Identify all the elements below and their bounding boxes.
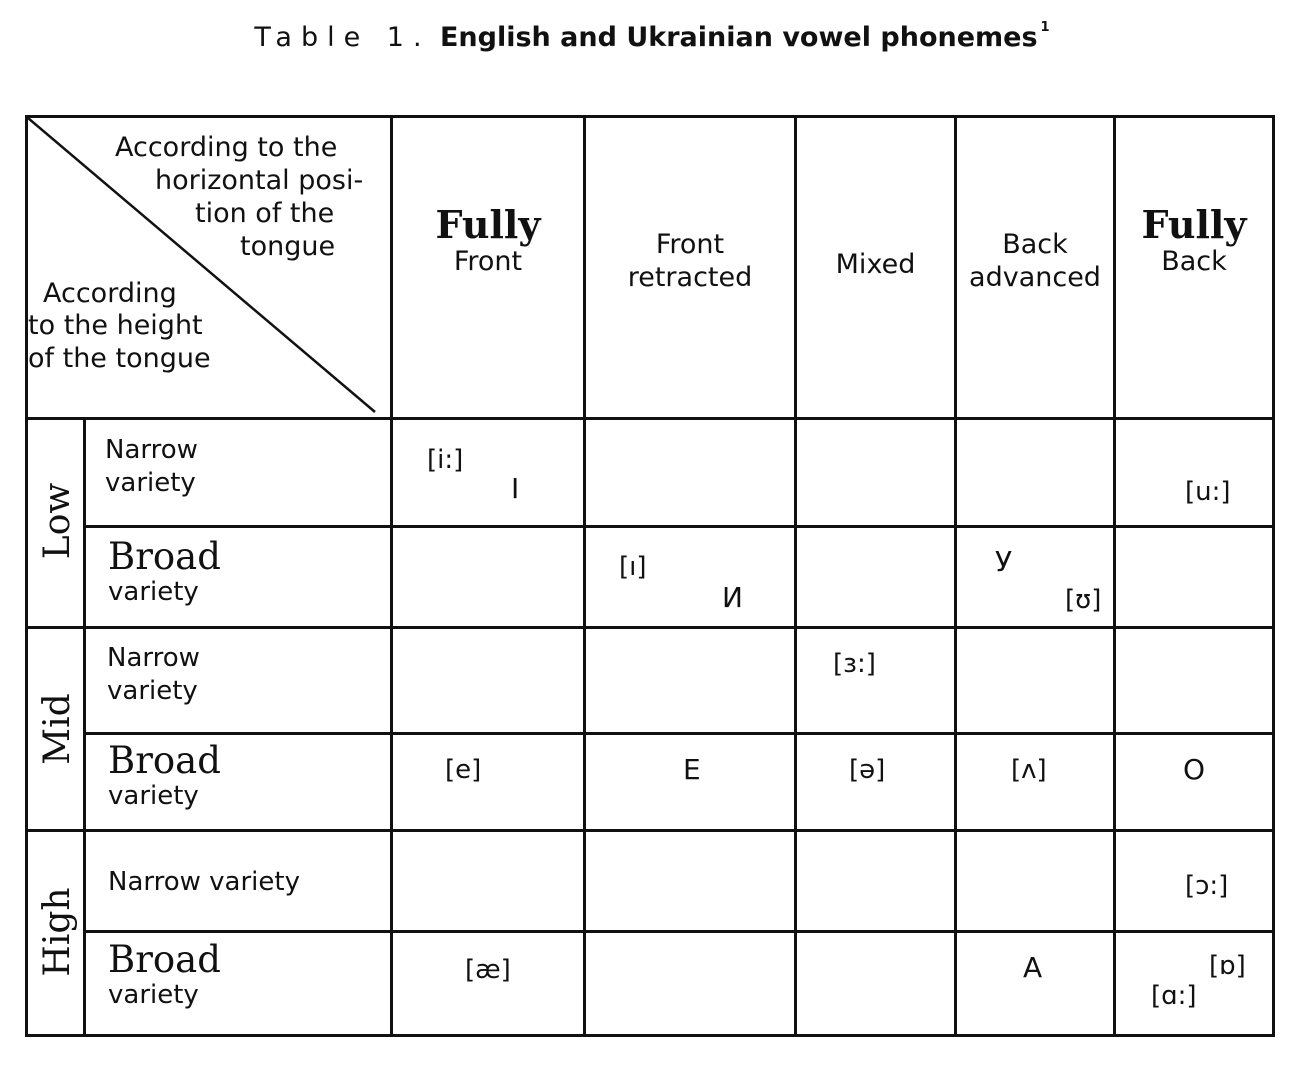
row-label-variety-word: variety <box>108 781 199 811</box>
row-label-mid-broad <box>108 739 221 812</box>
phoneme-uk: І <box>511 472 520 505</box>
phoneme-uk: О <box>1183 753 1206 786</box>
group-row-divider <box>25 626 1275 629</box>
row-divider <box>83 525 1275 528</box>
row-label-broad-word: Broad <box>108 739 221 782</box>
col-header-mixed-label: Mixed <box>835 249 916 280</box>
row-label-broad-word: Broad <box>108 535 221 578</box>
col-header-fully-front-big: Fully <box>435 202 541 247</box>
group-row-divider <box>25 829 1275 832</box>
phoneme-en: [æ] <box>465 955 511 985</box>
col-header-fully-front-small: Front <box>453 246 523 277</box>
col-header-fully-back-small: Back <box>1161 246 1227 277</box>
row-label-mid-narrow <box>107 641 200 707</box>
col-header-front-retracted-line1: Front <box>655 229 725 260</box>
phoneme-en: [ɒ] <box>1209 951 1246 981</box>
corner-horizontal-line-2: horizontal posi- <box>155 165 364 196</box>
phoneme-en: [ə] <box>849 755 886 785</box>
group-label-high: High <box>37 887 78 977</box>
group-label-low: Low <box>37 482 78 560</box>
row-label-high-narrow: Narrow variety <box>108 867 300 897</box>
phoneme-uk: И <box>722 581 743 614</box>
table-border-right <box>1272 115 1275 1037</box>
col-header-back-advanced-line2: advanced <box>969 262 1101 293</box>
corner-height-line-2: to the height <box>28 310 203 341</box>
group-label-mid: Mid <box>37 693 78 765</box>
row-label-variety-word: variety <box>108 980 199 1010</box>
col-header-front-retracted <box>586 228 794 294</box>
col-header-mixed <box>797 248 954 281</box>
col-header-fully-back-big: Fully <box>1141 202 1247 247</box>
phoneme-en: [u:] <box>1185 477 1231 507</box>
table-number: Table 1. <box>254 22 431 53</box>
col-header-fully-front <box>393 202 583 278</box>
row-label-broad-word: Broad <box>108 938 221 981</box>
phoneme-en: [e] <box>445 755 482 785</box>
phoneme-uk: Е <box>683 753 701 786</box>
table-border-bottom <box>25 1034 1275 1037</box>
phoneme-en: [ı] <box>619 552 647 582</box>
phoneme-en: [ɔ:] <box>1185 871 1229 901</box>
row-label-narrow-word: Narrow <box>105 435 198 465</box>
group-divider <box>83 417 86 1037</box>
table-title <box>0 22 1304 53</box>
phoneme-en: [i:] <box>427 445 464 475</box>
col-header-front-retracted-line2: retracted <box>627 262 753 293</box>
row-divider <box>83 930 1275 933</box>
corner-height-line-1: According <box>43 278 177 309</box>
vowel-table <box>25 115 1275 1037</box>
phoneme-en: [ɑ:] <box>1151 981 1197 1011</box>
phoneme-uk: А <box>1023 951 1043 984</box>
corner-horizontal-line-4: tongue <box>240 231 336 262</box>
phoneme-en: [ɜ:] <box>833 649 876 679</box>
col-header-back-advanced <box>957 228 1113 294</box>
row-label-variety-word: variety <box>108 577 199 607</box>
corner-horizontal-line-3: tion of the <box>195 198 335 229</box>
phoneme-uk: У <box>995 545 1013 578</box>
row-label-low-broad <box>108 535 221 608</box>
row-label-low-narrow <box>105 433 198 499</box>
col-header-back-advanced-line1: Back <box>1002 229 1068 260</box>
row-label-narrow-word: Narrow <box>107 643 200 673</box>
table-caption: English and Ukrainian vowel phonemes <box>439 22 1038 53</box>
row-label-high-broad <box>108 938 221 1011</box>
phoneme-en: [ʊ] <box>1065 585 1102 615</box>
phoneme-en: [ʌ] <box>1011 755 1047 785</box>
col-header-fully-back <box>1116 202 1272 278</box>
row-divider <box>83 732 1275 735</box>
row-label-variety-word: variety <box>105 468 196 498</box>
corner-height-line-3: of the tongue <box>28 343 211 374</box>
corner-horizontal-line-1: According to the <box>115 132 338 163</box>
footnote-marker: 1 <box>1040 20 1050 35</box>
row-label-variety-word: variety <box>107 676 198 706</box>
